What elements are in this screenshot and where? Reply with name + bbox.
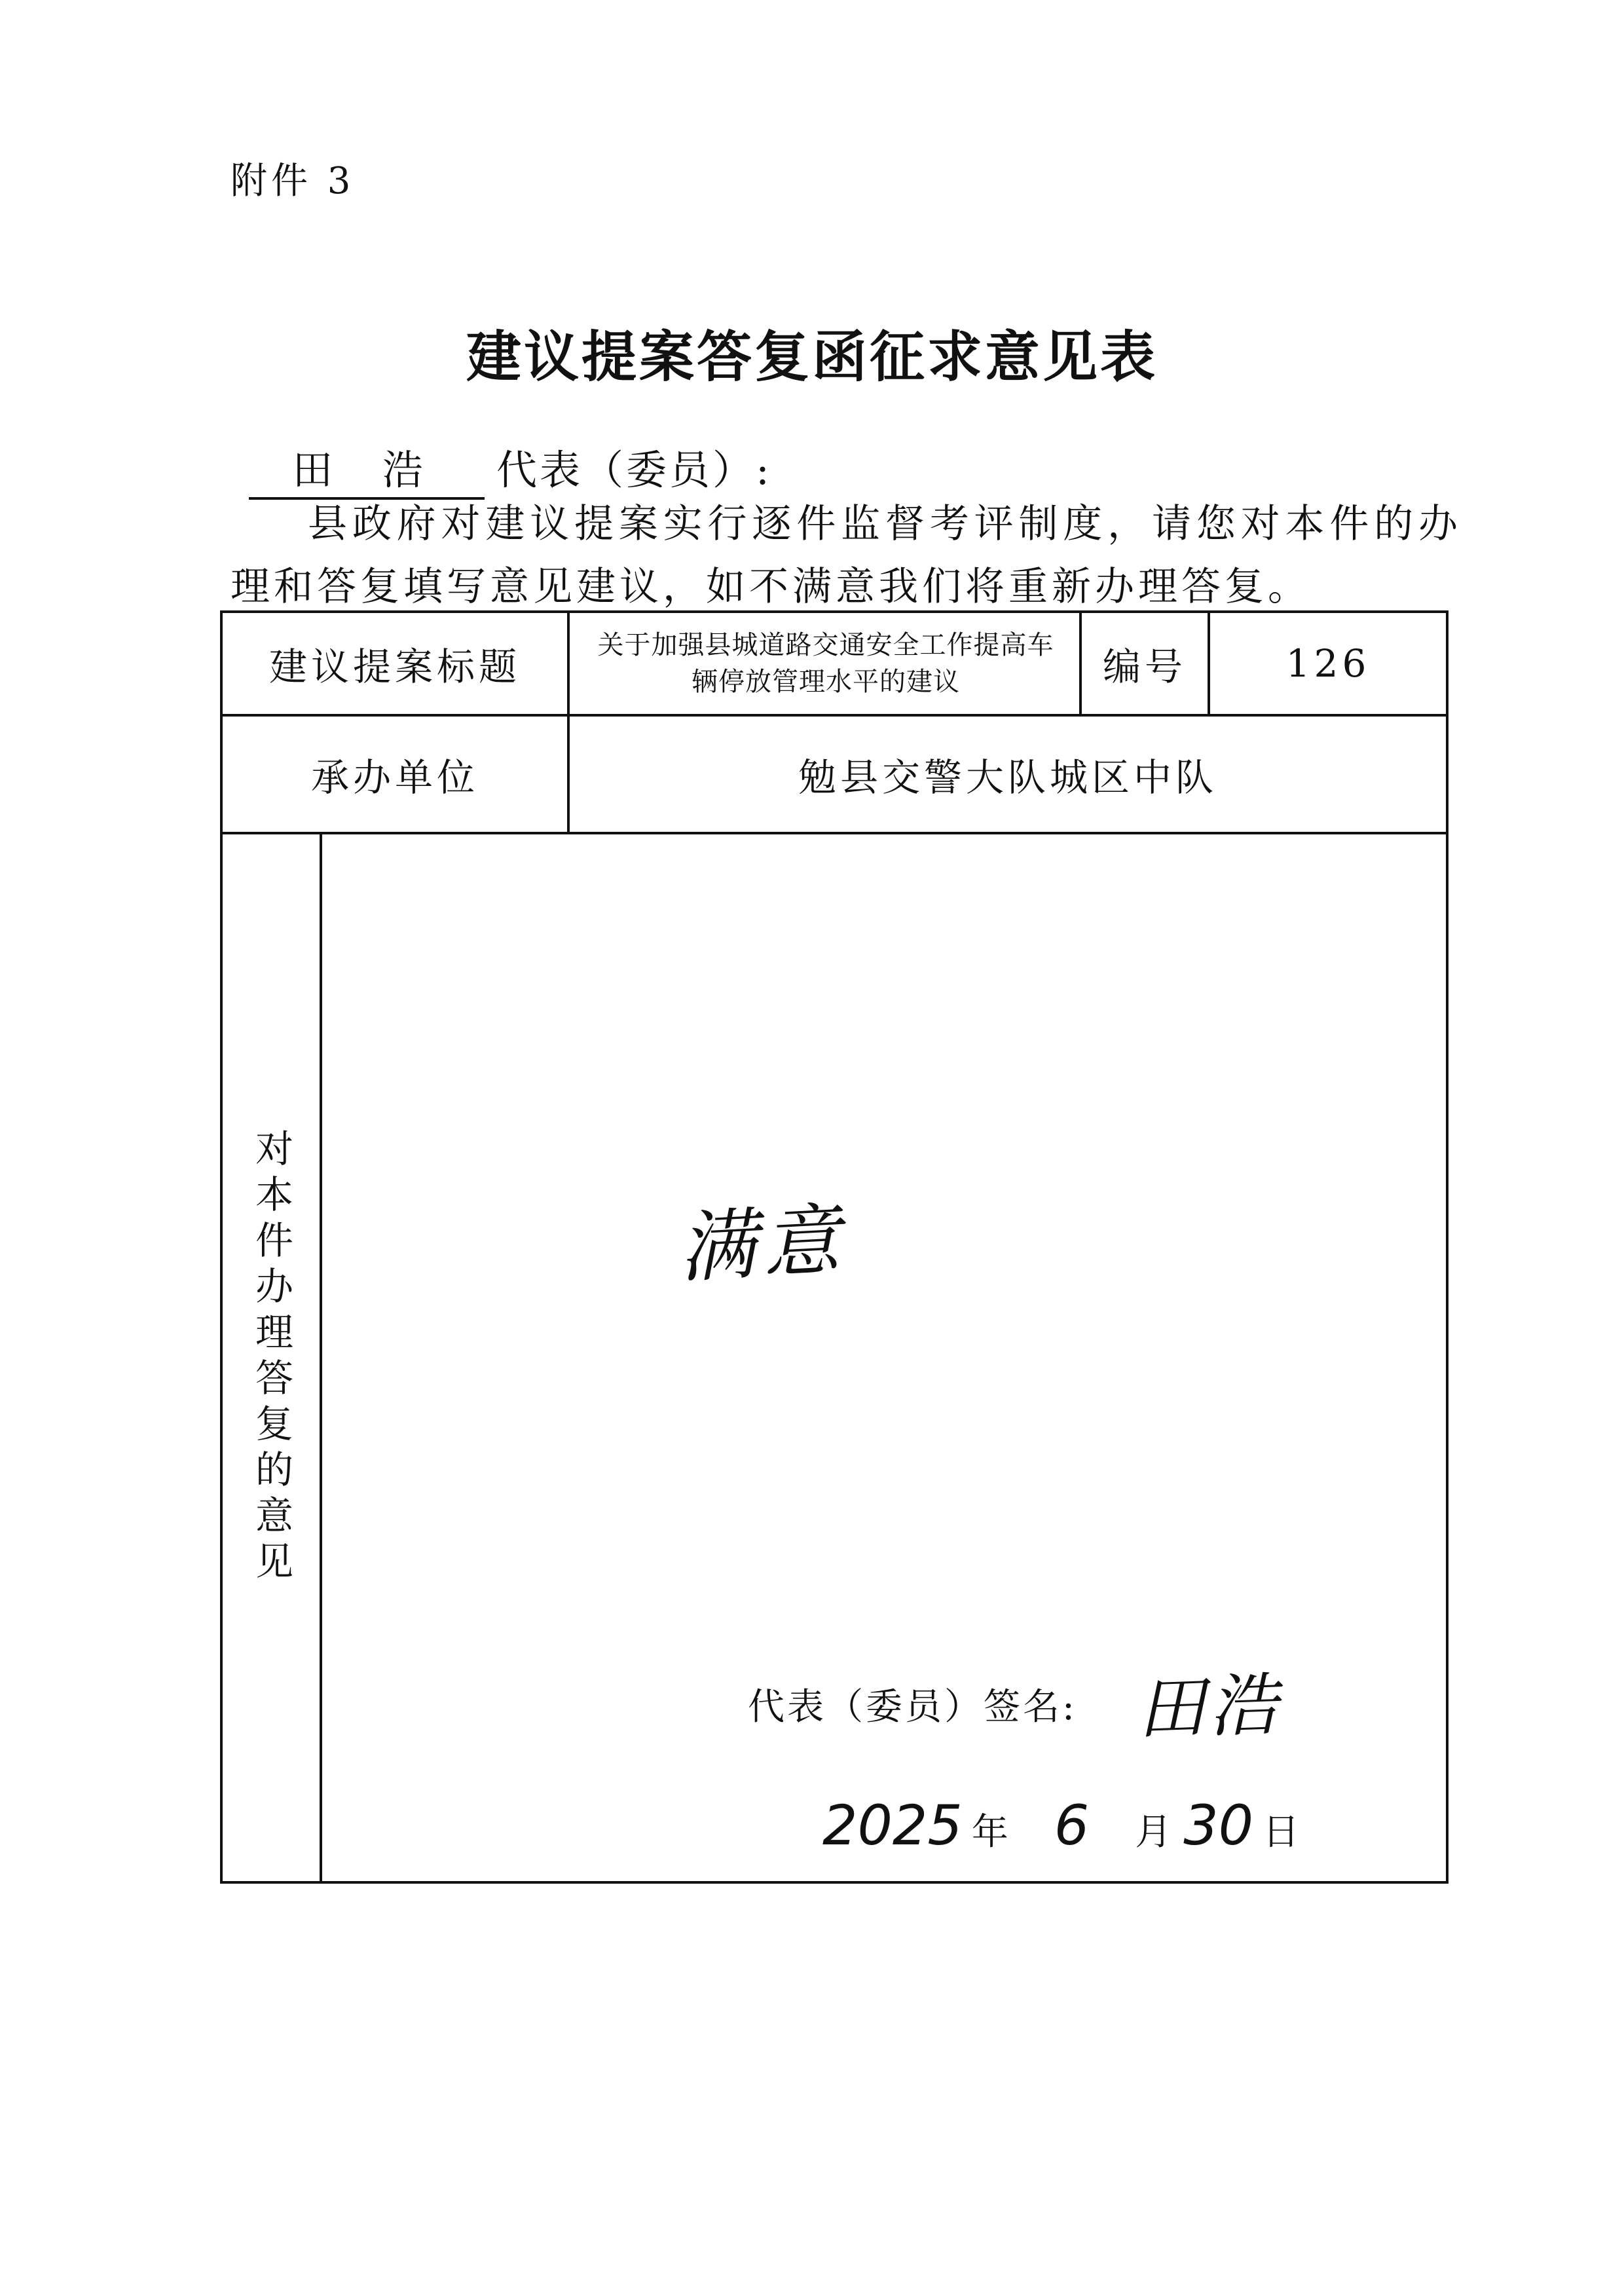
handling-unit-label: 承办单位	[310, 755, 479, 800]
opinion-label: 对本件办理答复的意见	[249, 1129, 293, 1587]
number-value: 126	[1285, 641, 1371, 686]
date-month: 6	[1054, 1793, 1090, 1857]
intro-paragraph: 县政府对建议提案实行逐件监督考评制度，请您对本件的办理和答复填写意见建议，如不满意我们将重新办理答复。	[231, 501, 1462, 610]
date-month-unit: 月	[1135, 1811, 1172, 1854]
date-year-unit: 年	[971, 1811, 1008, 1854]
opinion-form-table	[220, 610, 1449, 1884]
addressee-name: 田 浩	[249, 438, 485, 500]
proposal-title-value: 关于加强县城道路交通安全工作提高车辆停放管理水平的建议	[597, 630, 1054, 697]
table-border-bottom	[220, 1881, 1449, 1884]
handling-unit-value: 勉县交警大队城区中队	[798, 755, 1217, 800]
opinion-label-cell	[223, 834, 320, 1881]
signature-label: 代表（委员）签名:	[748, 1686, 1077, 1728]
opinion-handwriting: 满意	[676, 1194, 849, 1294]
table-border-right	[1446, 610, 1449, 1884]
addressee-line	[249, 438, 772, 500]
date-day: 30	[1183, 1793, 1254, 1857]
page-title: 建议提案答复函征求意见表	[466, 324, 1158, 389]
signature-handwriting: 田浩	[1135, 1664, 1283, 1749]
attachment-label: 附件 3	[231, 160, 355, 202]
addressee-role: 代表（委员）:	[496, 446, 772, 494]
number-label: 编号	[1102, 644, 1187, 689]
table-divider-opinion	[320, 833, 322, 1882]
signature-date	[822, 1793, 1299, 1857]
date-year: 2025	[822, 1793, 963, 1857]
proposal-title-label: 建议提案标题	[268, 644, 521, 689]
date-day-unit: 日	[1263, 1811, 1300, 1854]
table-divider-row2	[220, 832, 1449, 834]
